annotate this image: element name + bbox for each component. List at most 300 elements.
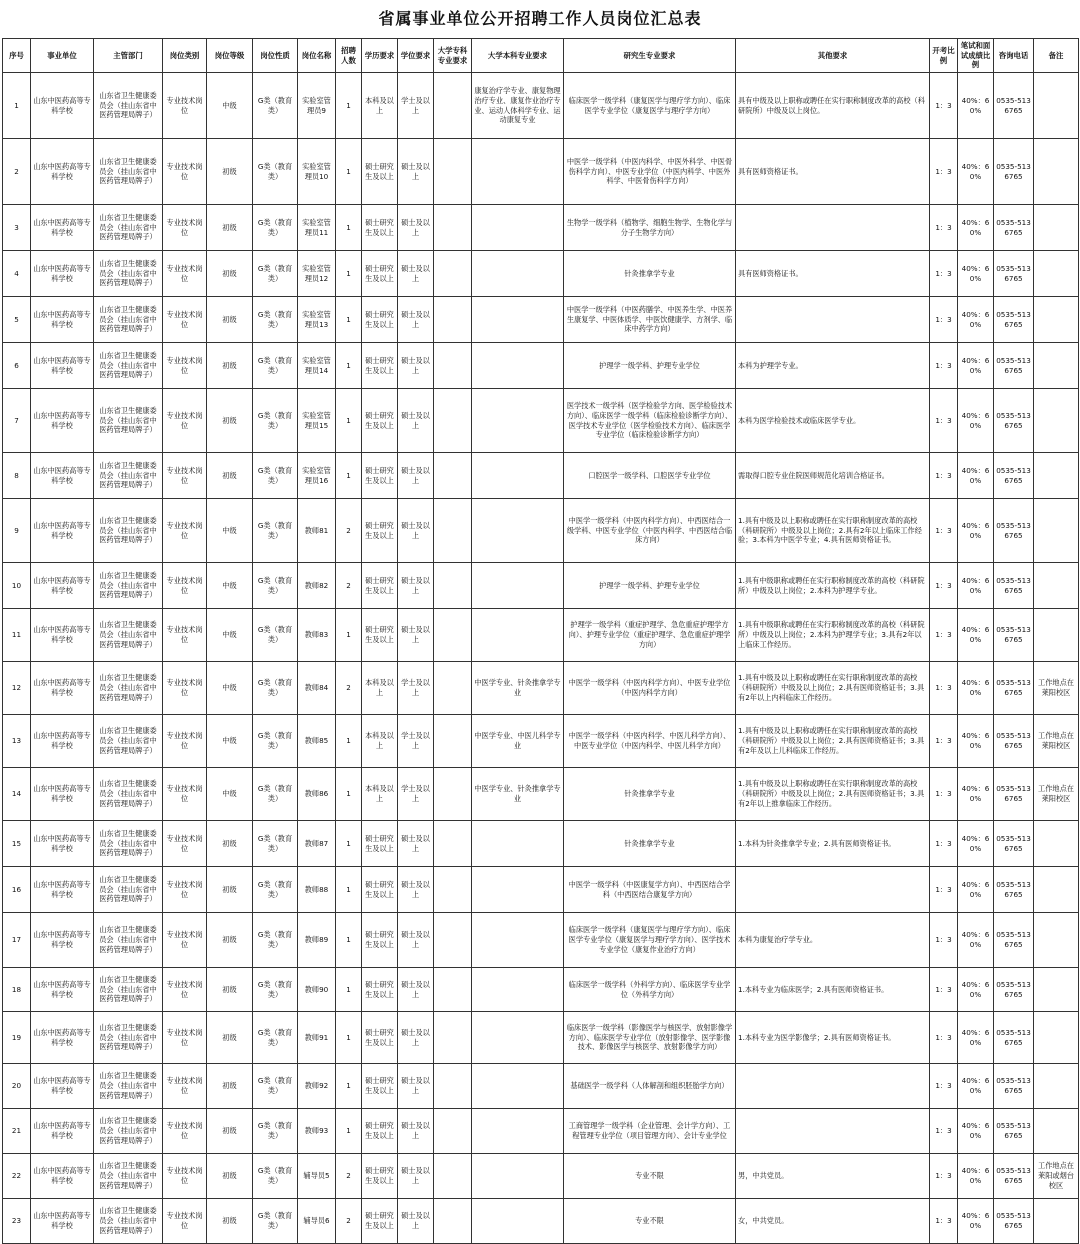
degree-cell: 硕士及以上 xyxy=(398,1154,434,1199)
level-cell: 中级 xyxy=(207,715,253,768)
bachelor-major-cell: 康复治疗学专业、康复物理治疗专业、康复作业治疗专业、运动人体科学专业、运动康复专业 xyxy=(472,73,564,139)
table-row xyxy=(3,205,1079,251)
level-cell: 初级 xyxy=(207,389,253,453)
college-major-cell xyxy=(434,297,472,343)
exam-ratio-cell: 1：3 xyxy=(930,821,958,867)
bachelor-major-cell xyxy=(472,968,564,1012)
level-cell: 初级 xyxy=(207,1012,253,1064)
department-cell: 山东省卫生健康委员会（挂山东省中医药管理局牌子） xyxy=(94,1199,163,1244)
college-major-cell xyxy=(434,499,472,563)
score-ratio-cell: 40%：60% xyxy=(958,715,994,768)
score-ratio-cell: 40%：60% xyxy=(958,73,994,139)
position-name-cell: 辅导员6 xyxy=(298,1199,336,1244)
graduate-major-cell: 生物学一级学科（植物学、细胞生物学、生物化学与分子生物学方向） xyxy=(564,205,736,251)
category-cell: 专业技术岗位 xyxy=(163,139,207,205)
department-cell: 山东省卫生健康委员会（挂山东省中医药管理局牌子） xyxy=(94,139,163,205)
exam-ratio-cell: 1：3 xyxy=(930,1064,958,1109)
category-cell: 专业技术岗位 xyxy=(163,73,207,139)
column-header: 岗位类别 xyxy=(163,39,207,73)
college-major-cell xyxy=(434,609,472,662)
exam-ratio-cell: 1：3 xyxy=(930,499,958,563)
other-requirements-cell: 1.具有中级及以上职称或聘任在实行职称制度改革的高校（科研院所）中级及以上岗位；2.具有医师资格证书；3.具有2年以上内科临床工作经历。 xyxy=(736,662,930,715)
position-name-cell: 实验室管理员9 xyxy=(298,73,336,139)
exam-ratio-cell: 1：3 xyxy=(930,609,958,662)
category-cell: 专业技术岗位 xyxy=(163,343,207,389)
table-row xyxy=(3,1109,1079,1154)
college-major-cell xyxy=(434,1064,472,1109)
education-cell: 硕士研究生及以上 xyxy=(362,1109,398,1154)
headcount-cell: 1 xyxy=(336,1064,362,1109)
degree-cell: 硕士及以上 xyxy=(398,297,434,343)
bachelor-major-cell: 中医学专业、中医儿科学专业 xyxy=(472,715,564,768)
score-ratio-cell: 40%：60% xyxy=(958,609,994,662)
table-row xyxy=(3,453,1079,499)
education-cell: 硕士研究生及以上 xyxy=(362,251,398,297)
position-name-cell: 教师91 xyxy=(298,1012,336,1064)
headcount-cell: 1 xyxy=(336,343,362,389)
education-cell: 本科及以上 xyxy=(362,73,398,139)
bachelor-major-cell xyxy=(472,1109,564,1154)
unit-cell: 山东中医药高等专科学校 xyxy=(31,563,94,609)
level-cell: 初级 xyxy=(207,968,253,1012)
other-requirements-cell xyxy=(736,1109,930,1154)
table-row xyxy=(3,1199,1079,1244)
other-requirements-cell xyxy=(736,297,930,343)
education-cell: 硕士研究生及以上 xyxy=(362,205,398,251)
table-row xyxy=(3,139,1079,205)
degree-cell: 硕士及以上 xyxy=(398,139,434,205)
degree-cell: 学士及以上 xyxy=(398,715,434,768)
headcount-cell: 1 xyxy=(336,715,362,768)
department-cell: 山东省卫生健康委员会（挂山东省中医药管理局牌子） xyxy=(94,563,163,609)
score-ratio-cell: 40%：60% xyxy=(958,1064,994,1109)
exam-ratio-cell: 1：3 xyxy=(930,1109,958,1154)
nature-cell: G类（教育类） xyxy=(253,662,298,715)
phone-cell: 0535-5136765 xyxy=(994,821,1034,867)
department-cell: 山东省卫生健康委员会（挂山东省中医药管理局牌子） xyxy=(94,968,163,1012)
degree-cell: 硕士及以上 xyxy=(398,251,434,297)
table-row xyxy=(3,343,1079,389)
unit-cell: 山东中医药高等专科学校 xyxy=(31,768,94,821)
headcount-cell: 2 xyxy=(336,563,362,609)
exam-ratio-cell: 1：3 xyxy=(930,343,958,389)
row-number: 19 xyxy=(3,1012,31,1064)
unit-cell: 山东中医药高等专科学校 xyxy=(31,968,94,1012)
education-cell: 本科及以上 xyxy=(362,662,398,715)
headcount-cell: 1 xyxy=(336,251,362,297)
level-cell: 初级 xyxy=(207,913,253,968)
bachelor-major-cell xyxy=(472,499,564,563)
degree-cell: 硕士及以上 xyxy=(398,563,434,609)
note-cell xyxy=(1034,867,1079,913)
college-major-cell xyxy=(434,662,472,715)
note-cell xyxy=(1034,139,1079,205)
row-number: 1 xyxy=(3,73,31,139)
category-cell: 专业技术岗位 xyxy=(163,867,207,913)
unit-cell: 山东中医药高等专科学校 xyxy=(31,609,94,662)
graduate-major-cell: 护理学一级学科（重症护理学、急危重症护理学方向）、护理专业学位（重症护理学、急危重症护理学方向） xyxy=(564,609,736,662)
education-cell: 硕士研究生及以上 xyxy=(362,1154,398,1199)
other-requirements-cell: 具有医师资格证书。 xyxy=(736,139,930,205)
degree-cell: 硕士及以上 xyxy=(398,1199,434,1244)
nature-cell: G类（教育类） xyxy=(253,1064,298,1109)
department-cell: 山东省卫生健康委员会（挂山东省中医药管理局牌子） xyxy=(94,913,163,968)
unit-cell: 山东中医药高等专科学校 xyxy=(31,1154,94,1199)
college-major-cell xyxy=(434,205,472,251)
score-ratio-cell: 40%：60% xyxy=(958,1199,994,1244)
row-number: 10 xyxy=(3,563,31,609)
bachelor-major-cell xyxy=(472,139,564,205)
level-cell: 中级 xyxy=(207,662,253,715)
category-cell: 专业技术岗位 xyxy=(163,1012,207,1064)
table-row xyxy=(3,609,1079,662)
nature-cell: G类（教育类） xyxy=(253,453,298,499)
position-name-cell: 教师85 xyxy=(298,715,336,768)
bachelor-major-cell: 中医学专业、针灸推拿学专业 xyxy=(472,768,564,821)
unit-cell: 山东中医药高等专科学校 xyxy=(31,297,94,343)
level-cell: 中级 xyxy=(207,609,253,662)
bachelor-major-cell xyxy=(472,1199,564,1244)
column-header: 研究生专业要求 xyxy=(564,39,736,73)
degree-cell: 硕士及以上 xyxy=(398,205,434,251)
other-requirements-cell: 本科为医学检验技术或临床医学专业。 xyxy=(736,389,930,453)
graduate-major-cell: 护理学一级学科、护理专业学位 xyxy=(564,343,736,389)
category-cell: 专业技术岗位 xyxy=(163,1154,207,1199)
department-cell: 山东省卫生健康委员会（挂山东省中医药管理局牌子） xyxy=(94,297,163,343)
category-cell: 专业技术岗位 xyxy=(163,821,207,867)
other-requirements-cell: 1.具有中级及以上职称或聘任在实行职称制度改革的高校（科研院所）中级及以上岗位；2.具有医师资格证书；3.具有2年及以上儿科临床工作经历。 xyxy=(736,715,930,768)
row-number: 17 xyxy=(3,913,31,968)
category-cell: 专业技术岗位 xyxy=(163,1064,207,1109)
nature-cell: G类（教育类） xyxy=(253,73,298,139)
college-major-cell xyxy=(434,1199,472,1244)
bachelor-major-cell xyxy=(472,343,564,389)
department-cell: 山东省卫生健康委员会（挂山东省中医药管理局牌子） xyxy=(94,453,163,499)
note-cell xyxy=(1034,297,1079,343)
column-header: 其他要求 xyxy=(736,39,930,73)
table-row xyxy=(3,968,1079,1012)
exam-ratio-cell: 1：3 xyxy=(930,563,958,609)
position-name-cell: 实验室管理员15 xyxy=(298,389,336,453)
score-ratio-cell: 40%：60% xyxy=(958,251,994,297)
unit-cell: 山东中医药高等专科学校 xyxy=(31,715,94,768)
bachelor-major-cell xyxy=(472,867,564,913)
other-requirements-cell: 需取得口腔专业住院医师规范化培训合格证书。 xyxy=(736,453,930,499)
position-name-cell: 教师88 xyxy=(298,867,336,913)
position-name-cell: 教师86 xyxy=(298,768,336,821)
note-cell xyxy=(1034,913,1079,968)
degree-cell: 硕士及以上 xyxy=(398,609,434,662)
exam-ratio-cell: 1：3 xyxy=(930,715,958,768)
table-row xyxy=(3,297,1079,343)
unit-cell: 山东中医药高等专科学校 xyxy=(31,1012,94,1064)
college-major-cell xyxy=(434,343,472,389)
score-ratio-cell: 40%：60% xyxy=(958,1154,994,1199)
column-header: 开考比例 xyxy=(930,39,958,73)
column-header: 事业单位 xyxy=(31,39,94,73)
degree-cell: 硕士及以上 xyxy=(398,343,434,389)
exam-ratio-cell: 1：3 xyxy=(930,1012,958,1064)
position-name-cell: 实验室管理员12 xyxy=(298,251,336,297)
college-major-cell xyxy=(434,768,472,821)
score-ratio-cell: 40%：60% xyxy=(958,343,994,389)
phone-cell: 0535-5136765 xyxy=(994,389,1034,453)
college-major-cell xyxy=(434,968,472,1012)
education-cell: 硕士研究生及以上 xyxy=(362,1012,398,1064)
headcount-cell: 1 xyxy=(336,768,362,821)
score-ratio-cell: 40%：60% xyxy=(958,1012,994,1064)
unit-cell: 山东中医药高等专科学校 xyxy=(31,1064,94,1109)
row-number: 14 xyxy=(3,768,31,821)
phone-cell: 0535-5136765 xyxy=(994,563,1034,609)
degree-cell: 硕士及以上 xyxy=(398,867,434,913)
note-cell xyxy=(1034,453,1079,499)
exam-ratio-cell: 1：3 xyxy=(930,453,958,499)
graduate-major-cell: 针灸推拿学专业 xyxy=(564,768,736,821)
row-number: 3 xyxy=(3,205,31,251)
level-cell: 初级 xyxy=(207,251,253,297)
graduate-major-cell: 专业不限 xyxy=(564,1154,736,1199)
other-requirements-cell xyxy=(736,1064,930,1109)
headcount-cell: 1 xyxy=(336,73,362,139)
bachelor-major-cell xyxy=(472,1154,564,1199)
column-header: 笔试和面试成绩比例 xyxy=(958,39,994,73)
note-cell xyxy=(1034,563,1079,609)
nature-cell: G类（教育类） xyxy=(253,768,298,821)
phone-cell: 0535-5136765 xyxy=(994,662,1034,715)
nature-cell: G类（教育类） xyxy=(253,821,298,867)
phone-cell: 0535-5136765 xyxy=(994,1012,1034,1064)
phone-cell: 0535-5136765 xyxy=(994,251,1034,297)
score-ratio-cell: 40%：60% xyxy=(958,913,994,968)
college-major-cell xyxy=(434,139,472,205)
education-cell: 硕士研究生及以上 xyxy=(362,1064,398,1109)
note-cell xyxy=(1034,1012,1079,1064)
level-cell: 初级 xyxy=(207,821,253,867)
phone-cell: 0535-5136765 xyxy=(994,867,1034,913)
education-cell: 硕士研究生及以上 xyxy=(362,139,398,205)
category-cell: 专业技术岗位 xyxy=(163,563,207,609)
table-row xyxy=(3,1154,1079,1199)
college-major-cell xyxy=(434,389,472,453)
exam-ratio-cell: 1：3 xyxy=(930,139,958,205)
other-requirements-cell: 具有医师资格证书。 xyxy=(736,251,930,297)
department-cell: 山东省卫生健康委员会（挂山东省中医药管理局牌子） xyxy=(94,205,163,251)
department-cell: 山东省卫生健康委员会（挂山东省中医药管理局牌子） xyxy=(94,867,163,913)
category-cell: 专业技术岗位 xyxy=(163,389,207,453)
unit-cell: 山东中医药高等专科学校 xyxy=(31,205,94,251)
category-cell: 专业技术岗位 xyxy=(163,968,207,1012)
education-cell: 硕士研究生及以上 xyxy=(362,867,398,913)
position-name-cell: 教师83 xyxy=(298,609,336,662)
graduate-major-cell: 针灸推拿学专业 xyxy=(564,821,736,867)
page-title: 省属事业单位公开招聘工作人员岗位汇总表 xyxy=(378,9,702,28)
score-ratio-cell: 40%：60% xyxy=(958,563,994,609)
phone-cell: 0535-5136765 xyxy=(994,297,1034,343)
unit-cell: 山东中医药高等专科学校 xyxy=(31,389,94,453)
exam-ratio-cell: 1：3 xyxy=(930,1154,958,1199)
degree-cell: 硕士及以上 xyxy=(398,821,434,867)
unit-cell: 山东中医药高等专科学校 xyxy=(31,453,94,499)
position-name-cell: 教师87 xyxy=(298,821,336,867)
exam-ratio-cell: 1：3 xyxy=(930,205,958,251)
graduate-major-cell: 中医学一级学科（中医药膳学、中医养生学、中医养生康复学、中医体质学、中医饮健康学、方剂学、临床中药学方向） xyxy=(564,297,736,343)
graduate-major-cell: 护理学一级学科、护理专业学位 xyxy=(564,563,736,609)
exam-ratio-cell: 1：3 xyxy=(930,662,958,715)
level-cell: 初级 xyxy=(207,453,253,499)
row-number: 8 xyxy=(3,453,31,499)
category-cell: 专业技术岗位 xyxy=(163,662,207,715)
education-cell: 硕士研究生及以上 xyxy=(362,1199,398,1244)
level-cell: 初级 xyxy=(207,1064,253,1109)
department-cell: 山东省卫生健康委员会（挂山东省中医药管理局牌子） xyxy=(94,662,163,715)
row-number: 21 xyxy=(3,1109,31,1154)
headcount-cell: 2 xyxy=(336,499,362,563)
education-cell: 硕士研究生及以上 xyxy=(362,609,398,662)
level-cell: 初级 xyxy=(207,139,253,205)
exam-ratio-cell: 1：3 xyxy=(930,389,958,453)
level-cell: 初级 xyxy=(207,343,253,389)
phone-cell: 0535-5136765 xyxy=(994,73,1034,139)
category-cell: 专业技术岗位 xyxy=(163,1109,207,1154)
position-name-cell: 实验室管理员16 xyxy=(298,453,336,499)
other-requirements-cell: 1.具有中级及以上职称或聘任在实行职称制度改革的高校（科研院所）中级及以上岗位；2.具有2年以上临床工作经验；3.本科为中医学专业；4.具有医师资格证书。 xyxy=(736,499,930,563)
headcount-cell: 1 xyxy=(336,1012,362,1064)
column-header: 备注 xyxy=(1034,39,1079,73)
level-cell: 初级 xyxy=(207,297,253,343)
position-name-cell: 辅导员5 xyxy=(298,1154,336,1199)
category-cell: 专业技术岗位 xyxy=(163,913,207,968)
row-number: 23 xyxy=(3,1199,31,1244)
exam-ratio-cell: 1：3 xyxy=(930,251,958,297)
exam-ratio-cell: 1：3 xyxy=(930,867,958,913)
unit-cell: 山东中医药高等专科学校 xyxy=(31,662,94,715)
table-row xyxy=(3,251,1079,297)
nature-cell: G类（教育类） xyxy=(253,1154,298,1199)
bachelor-major-cell xyxy=(472,389,564,453)
table-row xyxy=(3,1064,1079,1109)
nature-cell: G类（教育类） xyxy=(253,913,298,968)
category-cell: 专业技术岗位 xyxy=(163,251,207,297)
unit-cell: 山东中医药高等专科学校 xyxy=(31,73,94,139)
note-cell xyxy=(1034,609,1079,662)
college-major-cell xyxy=(434,563,472,609)
phone-cell: 0535-5136765 xyxy=(994,913,1034,968)
position-name-cell: 教师92 xyxy=(298,1064,336,1109)
position-name-cell: 教师93 xyxy=(298,1109,336,1154)
row-number: 15 xyxy=(3,821,31,867)
other-requirements-cell: 1.具有中级及以上职称或聘任在实行职称制度改革的高校（科研院所）中级及以上岗位；2.具有医师资格证书；3.具有2年以上推拿临床工作经历。 xyxy=(736,768,930,821)
column-header: 咨询电话 xyxy=(994,39,1034,73)
headcount-cell: 1 xyxy=(336,968,362,1012)
phone-cell: 0535-5136765 xyxy=(994,499,1034,563)
bachelor-major-cell xyxy=(472,1064,564,1109)
level-cell: 初级 xyxy=(207,867,253,913)
other-requirements-cell: 具有中级及以上职称或聘任在实行职称制度改革的高校（科研院所）中级及以上岗位。 xyxy=(736,73,930,139)
college-major-cell xyxy=(434,251,472,297)
unit-cell: 山东中医药高等专科学校 xyxy=(31,913,94,968)
education-cell: 本科及以上 xyxy=(362,768,398,821)
nature-cell: G类（教育类） xyxy=(253,297,298,343)
college-major-cell xyxy=(434,913,472,968)
position-name-cell: 教师81 xyxy=(298,499,336,563)
degree-cell: 硕士及以上 xyxy=(398,968,434,1012)
column-header: 招聘人数 xyxy=(336,39,362,73)
column-header: 大学本科专业要求 xyxy=(472,39,564,73)
department-cell: 山东省卫生健康委员会（挂山东省中医药管理局牌子） xyxy=(94,389,163,453)
table-row xyxy=(3,662,1079,715)
table-container xyxy=(2,38,1078,1244)
row-number: 22 xyxy=(3,1154,31,1199)
unit-cell: 山东中医药高等专科学校 xyxy=(31,251,94,297)
row-number: 6 xyxy=(3,343,31,389)
unit-cell: 山东中医药高等专科学校 xyxy=(31,1199,94,1244)
exam-ratio-cell: 1：3 xyxy=(930,1199,958,1244)
category-cell: 专业技术岗位 xyxy=(163,297,207,343)
college-major-cell xyxy=(434,1109,472,1154)
education-cell: 硕士研究生及以上 xyxy=(362,499,398,563)
score-ratio-cell: 40%：60% xyxy=(958,389,994,453)
unit-cell: 山东中医药高等专科学校 xyxy=(31,139,94,205)
headcount-cell: 1 xyxy=(336,867,362,913)
position-name-cell: 实验室管理员11 xyxy=(298,205,336,251)
bachelor-major-cell xyxy=(472,453,564,499)
score-ratio-cell: 40%：60% xyxy=(958,867,994,913)
graduate-major-cell: 专业不限 xyxy=(564,1199,736,1244)
level-cell: 初级 xyxy=(207,1154,253,1199)
other-requirements-cell: 1.本科专业为临床医学；2.具有医师资格证书。 xyxy=(736,968,930,1012)
department-cell: 山东省卫生健康委员会（挂山东省中医药管理局牌子） xyxy=(94,715,163,768)
nature-cell: G类（教育类） xyxy=(253,343,298,389)
college-major-cell xyxy=(434,73,472,139)
score-ratio-cell: 40%：60% xyxy=(958,139,994,205)
note-cell: 工作地点在莱阳校区 xyxy=(1034,662,1079,715)
college-major-cell xyxy=(434,453,472,499)
note-cell xyxy=(1034,73,1079,139)
nature-cell: G类（教育类） xyxy=(253,251,298,297)
level-cell: 初级 xyxy=(207,205,253,251)
headcount-cell: 2 xyxy=(336,662,362,715)
degree-cell: 学士及以上 xyxy=(398,768,434,821)
note-cell xyxy=(1034,499,1079,563)
college-major-cell xyxy=(434,867,472,913)
other-requirements-cell: 1.本科专业为医学影像学；2.具有医师资格证书。 xyxy=(736,1012,930,1064)
bachelor-major-cell xyxy=(472,1012,564,1064)
nature-cell: G类（教育类） xyxy=(253,715,298,768)
headcount-cell: 1 xyxy=(336,913,362,968)
position-name-cell: 教师89 xyxy=(298,913,336,968)
headcount-cell: 1 xyxy=(336,821,362,867)
column-header: 主管部门 xyxy=(94,39,163,73)
degree-cell: 硕士及以上 xyxy=(398,913,434,968)
graduate-major-cell: 中医学一级学科（中医康复学方向）、中西医结合学科（中西医结合康复学方向） xyxy=(564,867,736,913)
score-ratio-cell: 40%：60% xyxy=(958,968,994,1012)
headcount-cell: 1 xyxy=(336,453,362,499)
graduate-major-cell: 临床医学一级学科（康复医学与理疗学方向）、临床医学专业学位（康复医学与理疗学方向） xyxy=(564,73,736,139)
score-ratio-cell: 40%：60% xyxy=(958,821,994,867)
table-row xyxy=(3,73,1079,139)
unit-cell: 山东中医药高等专科学校 xyxy=(31,867,94,913)
degree-cell: 学士及以上 xyxy=(398,73,434,139)
category-cell: 专业技术岗位 xyxy=(163,715,207,768)
row-number: 2 xyxy=(3,139,31,205)
row-number: 18 xyxy=(3,968,31,1012)
column-header: 学位要求 xyxy=(398,39,434,73)
table-row xyxy=(3,389,1079,453)
other-requirements-cell: 1.具有中级职称或聘任在实行职称制度改革的高校（科研院所）中级及以上岗位；2.本科为护理学专业；3.具有2年以上临床工作经历。 xyxy=(736,609,930,662)
headcount-cell: 1 xyxy=(336,139,362,205)
bachelor-major-cell: 中医学专业、针灸推拿学专业 xyxy=(472,662,564,715)
